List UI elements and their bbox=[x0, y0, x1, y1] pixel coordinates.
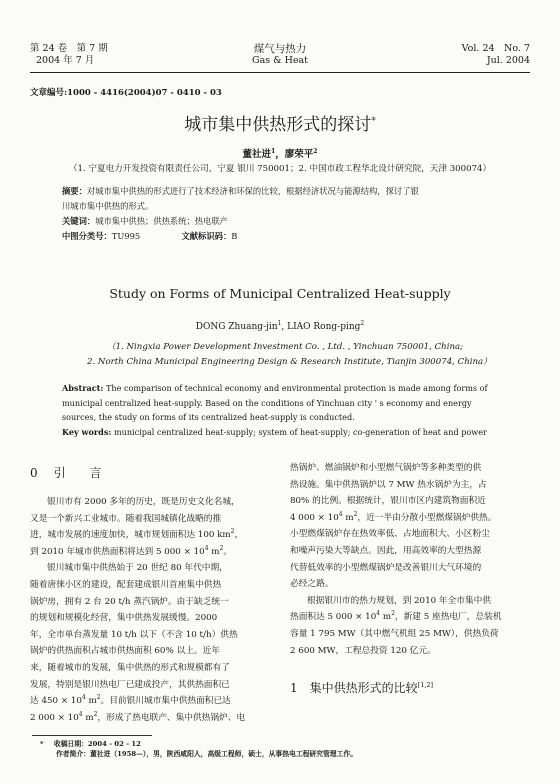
line: 进，城市发展的速度加快，城市规划面积达 100 km bbox=[30, 530, 231, 541]
sup: 4 bbox=[78, 710, 83, 718]
sup: 4 bbox=[376, 610, 381, 618]
author-2-cn: ，廖荣平 bbox=[275, 149, 314, 160]
line: 小型燃煤锅炉存在热效率低、占地面积大、小区粉尘 bbox=[290, 529, 490, 540]
author-2-sup: 2 bbox=[313, 147, 318, 155]
section-1-heading bbox=[290, 679, 532, 697]
author-1-cn: 董社进 bbox=[242, 149, 272, 160]
line: 4 000 × 10 bbox=[290, 512, 339, 523]
line-mid: m bbox=[342, 512, 354, 523]
date-cn: 2004 年 7 月 bbox=[36, 55, 95, 66]
sup: 2 bbox=[93, 710, 98, 718]
keywords-cn-text: 城市集中供热；供热系统；热电联产 bbox=[95, 216, 228, 226]
line: 来，随着城市的发展，集中供热的形式和规模都有了 bbox=[30, 662, 230, 673]
line: 根据银川市的热力规划，到 2010 年全市集中供 bbox=[307, 595, 492, 606]
line: 随着唐徕小区的建设，配套建成银川首座集中供热 bbox=[30, 579, 222, 590]
right-column bbox=[290, 460, 532, 697]
section-0-title: 引 言 bbox=[53, 466, 102, 480]
received-date: 收稿日期：2004 - 02 - 12 bbox=[53, 740, 141, 748]
line: 2 000 × 10 bbox=[30, 712, 79, 723]
abstract-en-line-1: The comparison of technical economy and environmental protection is made among forms of bbox=[105, 383, 488, 393]
section-0-heading bbox=[30, 464, 272, 482]
sup: 4 bbox=[81, 694, 86, 702]
sup: 2 bbox=[353, 510, 358, 518]
line: 必经之路。 bbox=[290, 579, 334, 590]
abstract-en bbox=[62, 381, 506, 439]
sup: 4 bbox=[204, 544, 209, 552]
line-mid: m bbox=[82, 712, 94, 723]
journal-name-en: Gas & Heat bbox=[251, 55, 308, 66]
abstract-en-line-2: municipal centralized heat-supply. Based on the conditions of Yinchuan city ' s economy and energy bbox=[62, 397, 472, 408]
doc-code-label: 文献标识码： bbox=[181, 231, 232, 241]
left-column bbox=[30, 464, 272, 726]
sup: 2 bbox=[391, 610, 395, 618]
clc-value: TU995 bbox=[111, 231, 141, 241]
title-cn bbox=[0, 114, 560, 136]
keywords-en-label: Key words: bbox=[62, 426, 112, 437]
doc-code-value: B bbox=[231, 231, 238, 241]
line-mid: m bbox=[85, 696, 97, 707]
affiliation-en bbox=[87, 340, 492, 370]
authors-en bbox=[0, 322, 560, 332]
line: 热面积达 5 000 × 10 bbox=[290, 612, 377, 623]
sup: 2 bbox=[230, 528, 235, 536]
date-en: Jul. 2004 bbox=[486, 55, 530, 66]
keywords-en-text: municipal centralized heat-supply; system of heat-supply; co-generation of heat and power bbox=[113, 426, 487, 437]
line-end: 。目前银川城市集中供热面积已达 bbox=[100, 696, 231, 707]
volume-issue-cn: 第 24 卷 第 7 期 bbox=[30, 43, 108, 54]
clc-label: 中图分类号： bbox=[62, 231, 112, 241]
right-paragraph-2 bbox=[290, 593, 532, 659]
header-rule bbox=[30, 72, 530, 73]
sup: 2 bbox=[219, 544, 224, 552]
line: 热锅炉、燃油锅炉和小型燃气锅炉等多种类型的供 bbox=[290, 463, 482, 473]
line: 又是一个新兴工业城市。随着我国城镇化战略的推 bbox=[30, 513, 222, 524]
author-1-en: DONG Zhuang-jin bbox=[195, 322, 278, 332]
line: 80% 的比例。根据统计，银川市区内建筑物面积近 bbox=[290, 496, 486, 507]
header-center bbox=[200, 43, 360, 67]
footnote bbox=[40, 739, 357, 759]
footnote-rule bbox=[32, 735, 152, 736]
section-1-citation: [1,2] bbox=[417, 681, 434, 690]
line: 到 2010 年城市供热面积将达到 5 000 × 10 bbox=[30, 546, 205, 557]
line-end: 。 bbox=[223, 546, 233, 557]
line: 2 600 MW，工程总投资 120 亿元。 bbox=[290, 645, 436, 656]
sup: 2 bbox=[96, 694, 101, 702]
line: 容量 1 795 MW（其中燃气机组 25 MW），供热负荷 bbox=[290, 628, 499, 639]
volume-issue-en: Vol. 24 No. 7 bbox=[461, 43, 530, 54]
title-en: Study on Forms of Municipal Centralized Heat-supply bbox=[109, 286, 451, 301]
line: 代替低效率的小型燃煤锅炉是改善银川大气环境的 bbox=[290, 562, 482, 573]
section-1-title: 集中供热形式的比较 bbox=[309, 681, 418, 696]
article-number: 文章编号:1000 - 4416(2004)07 - 0410 - 03 bbox=[30, 88, 222, 98]
title-footnote-mark: * bbox=[371, 116, 376, 127]
line: 发展，特别是银川热电厂已建成投产，其供热面积已 bbox=[30, 679, 230, 690]
abstract-cn-text-2: 川城市集中供热的形式。 bbox=[62, 201, 154, 211]
line: 银川城市集中供热始于 20 世纪 80 年代中期， bbox=[47, 563, 228, 574]
abstract-en-line-3: sources, the study on forms of its centralized heat-supply is conducted. bbox=[62, 412, 355, 422]
line: 年，全市单台蒸发量 10 t/h 以下（不含 10 t/h）供热 bbox=[30, 629, 238, 640]
author-bio: 作者简介：董社进（1958—），男，陕西咸阳人，高级工程师，硕士，从事热电工程研究管理工作。 bbox=[56, 750, 357, 758]
abstract-cn-label: 摘要： bbox=[62, 186, 87, 196]
affiliation-en-1: （1. Ningxia Power Development Investment Co. , Ltd. , Yinchuan 750001, China; bbox=[107, 342, 464, 352]
section-1-number: 1 bbox=[290, 681, 298, 696]
line: 银川市有 2000 多年的历史，既是历史文化名城， bbox=[47, 497, 240, 507]
line: 的规划和规模化经营，集中供热发展缓慢。2000 bbox=[30, 613, 218, 624]
section-0-number: 0 bbox=[30, 466, 38, 480]
affiliation-en-2: 2. North China Municipal Engineering Design & Research Institute, Tianjin 300074, China） bbox=[87, 357, 492, 367]
line-mid: m bbox=[380, 612, 392, 623]
line-end: ， bbox=[234, 530, 244, 541]
author-2-en-sup: 2 bbox=[360, 320, 365, 327]
intro-paragraph-1 bbox=[30, 494, 272, 560]
author-1-en-sup: 1 bbox=[277, 320, 282, 327]
line-mid: m bbox=[208, 546, 220, 557]
line-end: ，形成了热电联产、集中供热锅炉、电 bbox=[97, 712, 246, 723]
keywords-cn-label: 关键词： bbox=[62, 216, 96, 226]
header-left bbox=[30, 43, 108, 67]
author-2-en: , LIAO Rong-ping bbox=[281, 322, 361, 332]
line: 锅炉的供热面积占城市供热面积 60% 以上。近年 bbox=[30, 646, 220, 657]
footnote-bullet: * bbox=[40, 740, 44, 748]
abstract-cn bbox=[62, 184, 502, 244]
line-end: ，近一半由分散小型燃煤锅炉供热。 bbox=[357, 512, 497, 523]
sup: 4 bbox=[338, 510, 343, 518]
line-end: ，新建 5 座热电厂，总装机 bbox=[394, 612, 502, 623]
title-cn-text: 城市集中供热形式的探讨 bbox=[184, 115, 372, 135]
affiliation-cn: （1. 宁夏电力开发投资有限责任公司，宁夏 银川 750001；2. 中国市政工程华北设计研究院，天津 300074） bbox=[68, 164, 492, 174]
intro-paragraph-2 bbox=[30, 560, 272, 726]
line: 锅炉房，拥有 2 台 20 t/h 蒸汽锅炉。由于缺乏统一 bbox=[30, 596, 229, 607]
authors-cn bbox=[0, 146, 560, 160]
author-1-sup: 1 bbox=[271, 147, 276, 155]
line: 和噪声污染大等缺点。因此，用高效率的大型热源 bbox=[290, 545, 482, 556]
line: 达 450 × 10 bbox=[30, 696, 82, 707]
right-paragraph-1 bbox=[290, 460, 532, 593]
line: 热设施。集中供热锅炉以 7 MW 热水锅炉为主，占 bbox=[290, 479, 487, 490]
journal-name-cn: 煤气与热力 bbox=[253, 43, 307, 55]
abstract-en-label: Abstract: bbox=[62, 383, 104, 393]
abstract-cn-text-1: 对城市集中供热的形式进行了技术经济和环保的比较，根据经济状况与能源结构，探讨了银 bbox=[86, 186, 419, 196]
header-right bbox=[462, 43, 530, 67]
